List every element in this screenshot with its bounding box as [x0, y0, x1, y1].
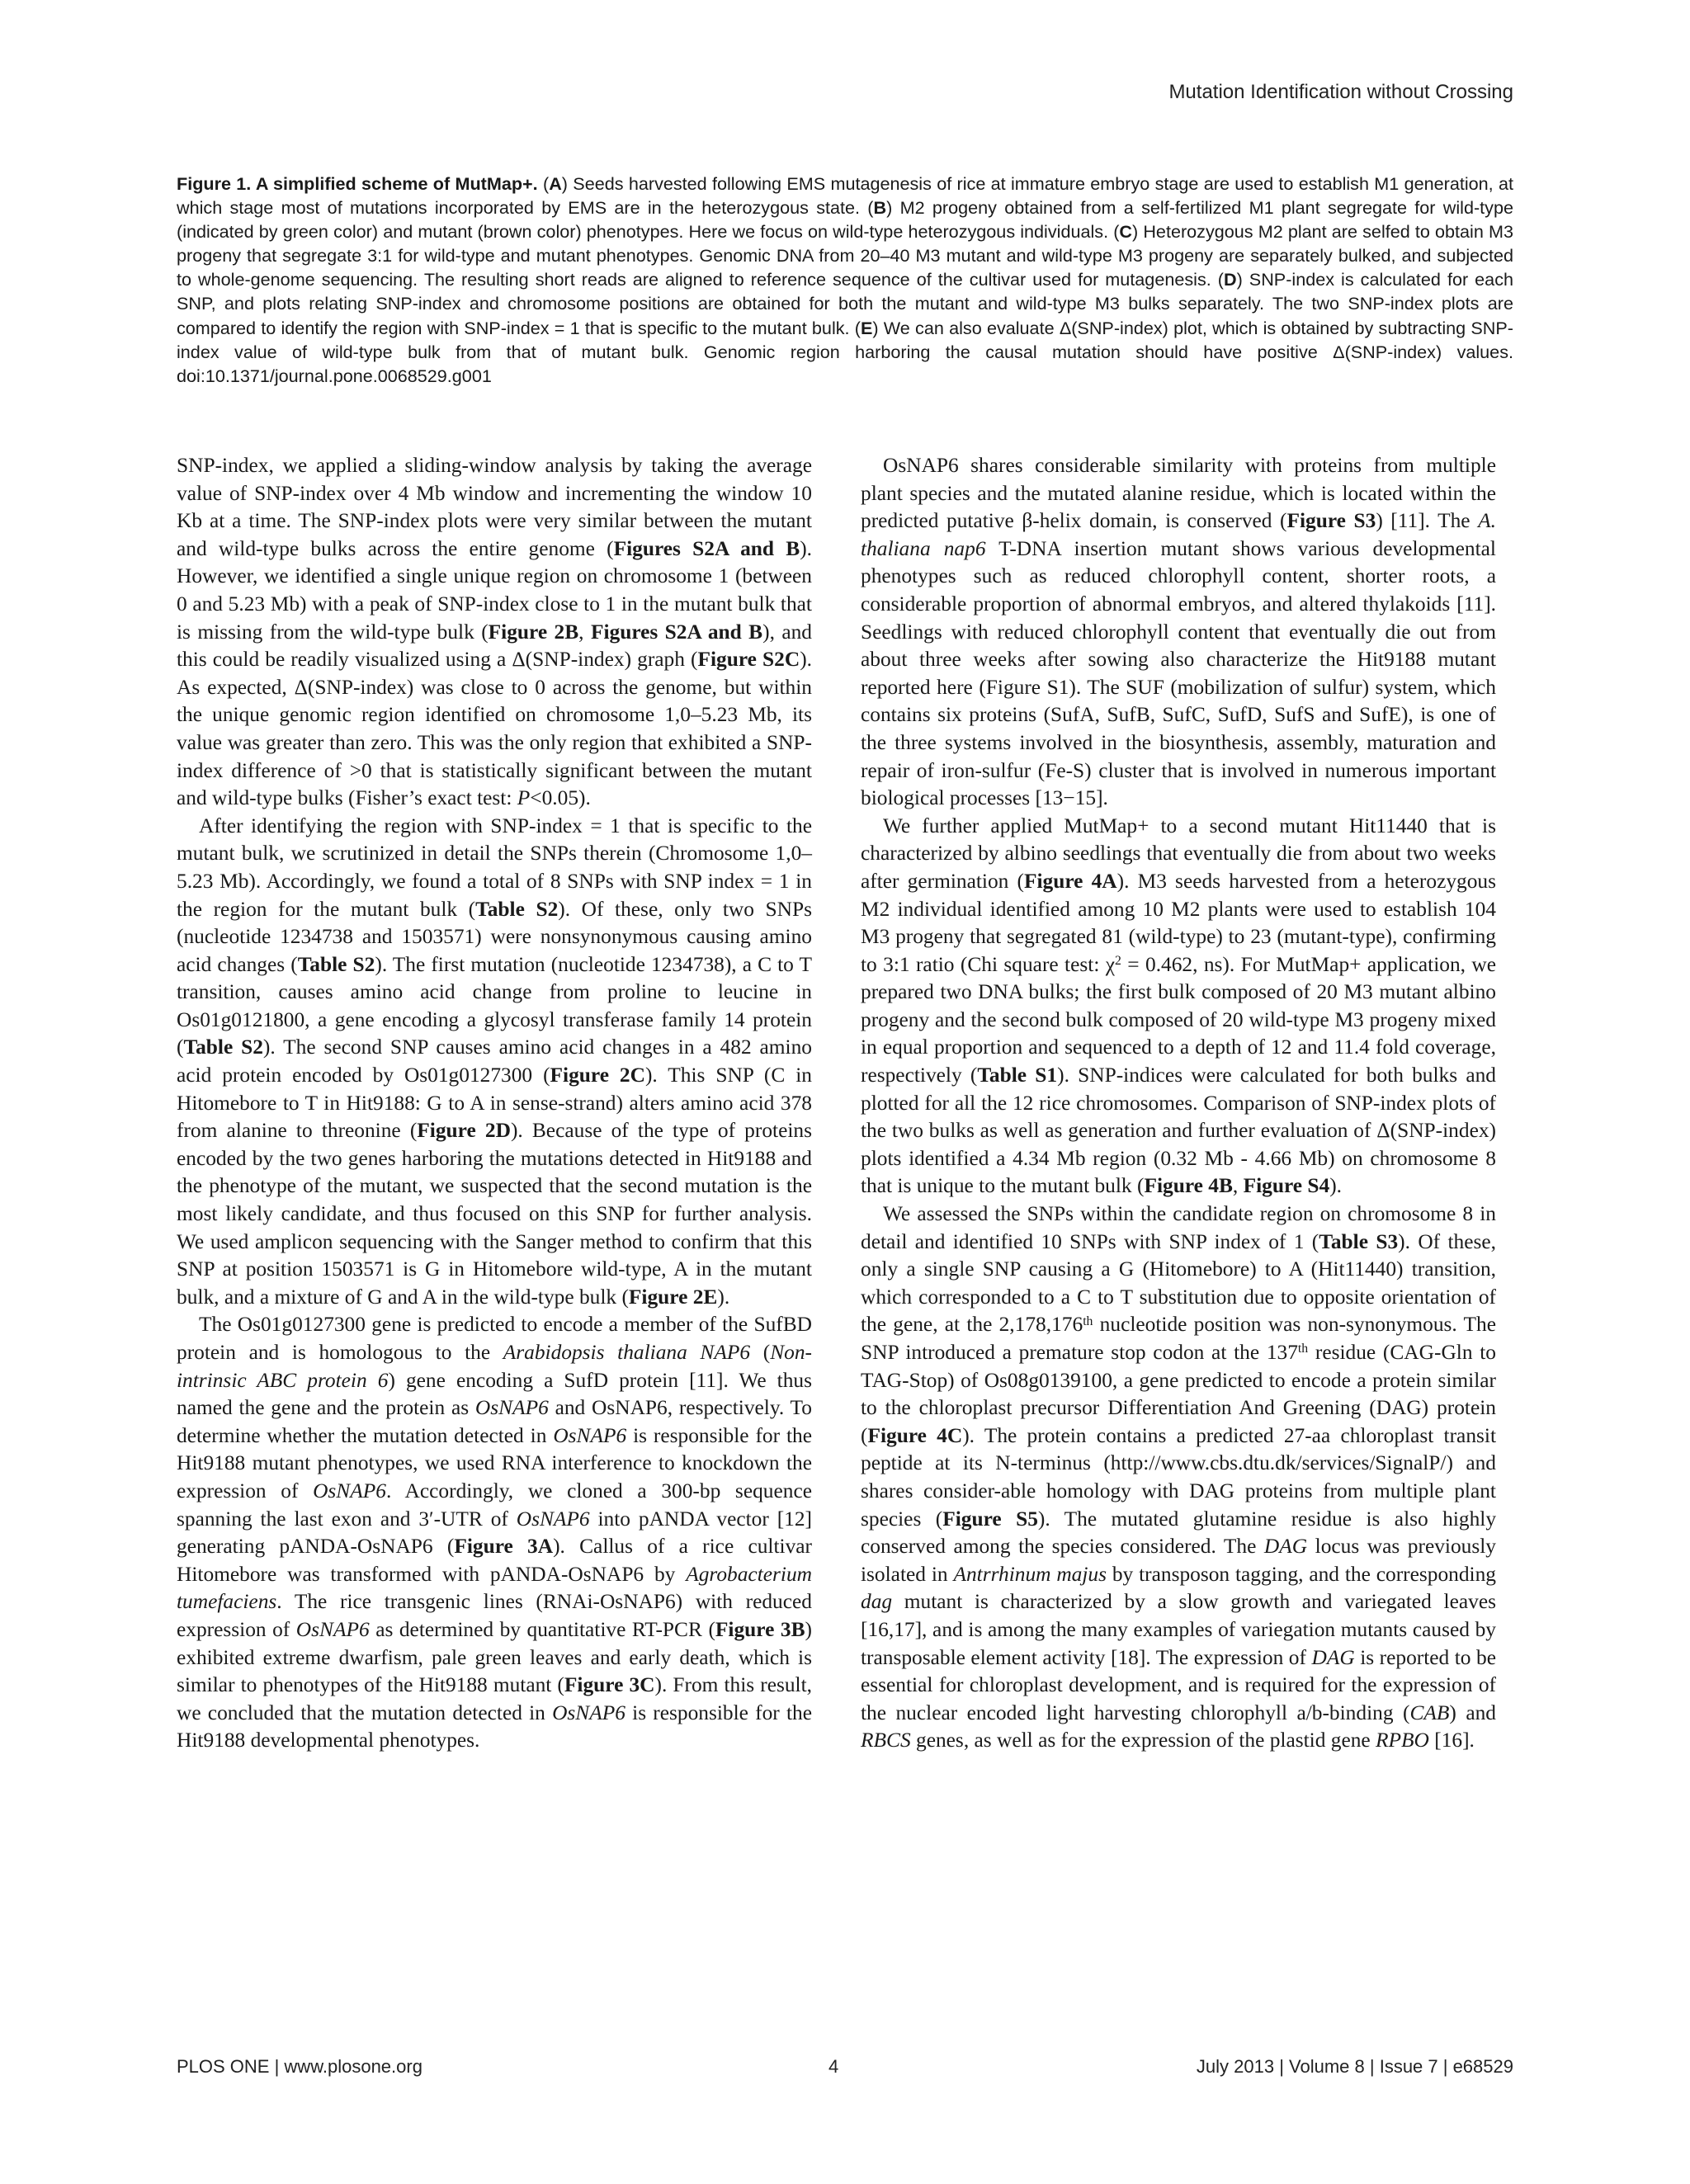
caption-text: ) We can also evaluate Δ(SNP-index) plot, which is obtained by subtracting SNP-index value of wild-type bulk from that of mutant bulk. Genomic region harboring the causal mutation should have positive Δ(SNP-index) values.	[177, 317, 1513, 362]
paragraph	[861, 452, 1496, 813]
paragraph	[861, 813, 1496, 1200]
text-run: OsNAP6 shares considerable similarity with proteins from multiple plant species and the mutated alanine residue, which is located within the predicted putative β-helix domain, is conserved (	[861, 454, 1496, 533]
paragraph	[177, 452, 812, 813]
italic-term: OsNAP6	[474, 1396, 549, 1420]
figure-reference: Table S2	[475, 897, 559, 921]
figure-label: Figure 1. A simplified scheme of MutMap+.	[177, 173, 538, 194]
figure-reference: Figure 2B	[488, 620, 579, 644]
figure-reference: Figure 3C	[564, 1673, 655, 1697]
text-run: ). The second SNP causes amino acid changes in a 482 amino acid protein encoded by Os01g0127300 (	[177, 1035, 812, 1087]
text-run: is responsible for the Hit9188 developmental phenotypes.	[177, 1701, 812, 1752]
footer-issue: July 2013 | Volume 8 | Issue 7 | e68529	[1196, 2056, 1513, 2077]
text-run: by transposon tagging, and the corresponding	[1107, 1562, 1496, 1586]
text-run: After identifying the region with SNP-index = 1 that is specific to the mutant bulk, we scrutinized in detail the SNPs therein (Chromosome 1,0–5.23 Mb). Accordingly, we found a total of 8 SNPs with SNP index = 1 in the region for the mutant bulk (	[177, 814, 812, 921]
text-run: ) gene encoding a SufD protein [11]. We thus named the gene and the protein as	[177, 1368, 812, 1420]
text-run: ). The mutated glutamine residue is also highly conserved among the species considered. The	[861, 1507, 1497, 1559]
italic-term: OsNAP6	[552, 1701, 625, 1724]
figure-reference: Figures S2A and B	[613, 536, 800, 560]
superscript: th	[1297, 1342, 1309, 1356]
text-run: [16].	[1428, 1729, 1475, 1752]
panel-letter: C	[1119, 221, 1133, 243]
text-run: The Os01g0127300 gene is predicted to encode a member of the SufBD protein and is homologous to the	[177, 1313, 812, 1364]
text-run: ).	[717, 1285, 730, 1309]
caption-body	[177, 173, 1513, 362]
figure-reference: Table S1	[977, 1064, 1058, 1087]
text-run: <0.05).	[530, 786, 591, 810]
italic-term: CAB	[1409, 1701, 1450, 1724]
text-run: We further applied MutMap+ to a second mutant Hit11440 that is characterized by albino seedlings that eventually die from about two weeks after germination (	[861, 814, 1496, 893]
panel-letter: E	[860, 317, 873, 338]
figure-caption	[177, 172, 1513, 388]
figure-reference: Figure S2C	[697, 648, 800, 672]
figure-reference: Figure 3A	[454, 1535, 554, 1559]
text-run: ) exhibited extreme dwarfism, pale green leaves and early death, which is similar to phenotypes of the Hit9188 mutant (	[177, 1617, 812, 1697]
text-run: ).	[1329, 1174, 1343, 1198]
text-run: SNP-index, we applied a sliding-window analysis by taking the average value of SNP-index over 4 Mb window and incrementing the window 10 Kb at a time. The SNP-index plots were very similar between the mutant and wild-type bulks across the entire genome (	[177, 454, 812, 560]
italic-term: RBCS	[861, 1729, 911, 1752]
text-run: locus was previously isolated in	[861, 1535, 1496, 1586]
text-run: . Accordingly, we cloned a 300-bp sequence spanning the last exon and 3′-UTR of	[177, 1479, 812, 1531]
italic-term: A. thaliana nap6	[861, 509, 1496, 560]
italic-term: RPBO	[1376, 1729, 1429, 1752]
caption-text: ) Seeds harvested following EMS mutagenesis of rice at immature embryo stage are used to establish M1 generation, at which stage most of mutations incorporated by EMS are in the heterozygous state. (	[177, 173, 1513, 219]
figure-reference: Figure 4A	[1023, 869, 1117, 893]
caption-text: (	[537, 173, 550, 194]
figure-reference: Figure S4	[1243, 1174, 1330, 1198]
text-run: We assessed the SNPs within the candidate region on chromosome 8 in detail and identified 10 SNPs with SNP index of 1 (	[861, 1202, 1496, 1253]
footer-journal: PLOS ONE | www.plosone.org	[177, 2056, 422, 2077]
italic-term: OsNAP6	[295, 1617, 370, 1641]
text-run: ,	[1232, 1174, 1244, 1198]
text-run: nucleotide position was non-synonymous. The SNP introduced a premature stop codon at the 137	[861, 1313, 1497, 1364]
text-run: ), and this could be readily visualized using a Δ(SNP-index) graph (	[177, 620, 812, 672]
figure-reference: Figures S2A and B	[590, 620, 763, 644]
text-run: ). M3 seeds harvested from a heterozygous M2 individual identified among 10 M2 plants were used to establish 104 M3 progeny that segregated 81 (wild-type) to 23 (mutant-type), confirming to 3:1 ratio (Chi square test: χ	[861, 869, 1497, 976]
text-run: ). As expected, Δ(SNP-index) was close to 0 across the genome, but within the unique genomic region identified on chromosome 1,0–5.23 Mb, its value was greater than zero. This was the only region that exhibited a SNP-index difference of >0 that is statistically significant between the mutant and wild-type bulks (Fisher’s exact test:	[177, 648, 812, 810]
body-column-right	[861, 452, 1496, 1755]
text-run: = 0.462, ns). For MutMap+ application, we prepared two DNA bulks; the first bulk composed of 20 M3 mutant albino progeny and the second bulk composed of 20 wild-type M3 progeny mixed in equal proportion and sequenced to a depth of 12 and 11.4 fold coverage, respectively (	[861, 952, 1496, 1087]
figure-reference: Table S2	[183, 1035, 263, 1059]
text-run: ). Callus of a rice cultivar Hitomebore was transformed with pANDA-OsNAP6 by	[177, 1535, 813, 1586]
text-run: and OsNAP6, respectively. To determine whether the mutation detected in	[177, 1396, 812, 1447]
text-run: ). From this result, we concluded that the mutation detected in	[177, 1673, 813, 1724]
italic-term: DAG	[1263, 1535, 1308, 1559]
caption-text: ) M2 progeny obtained from a self-fertilized M1 plant segregate for wild-type (indicated by green color) and mutant (brown color) phenotypes. Here we focus on wild-type heterozygous individuals. (	[177, 197, 1513, 243]
figure-reference: Figure 2D	[417, 1119, 511, 1143]
paragraph	[861, 1200, 1496, 1755]
superscript: 2	[1115, 953, 1121, 968]
panel-letter: B	[873, 197, 887, 219]
text-run: is responsible for the Hit9188 mutant phenotypes, we used RNA interference to knockdown the expression of	[177, 1423, 812, 1502]
text-run: ). Of these, only two SNPs (nucleotide 1234738 and 1503571) were nonsynonymous causing amino acid changes (	[177, 897, 812, 976]
figure-reference: Figure 4B	[1144, 1174, 1233, 1198]
text-run: ) [11]. The	[1376, 509, 1479, 533]
figure-reference: Figure S5	[942, 1507, 1038, 1531]
text-run: ) and	[1449, 1701, 1496, 1724]
text-run: ,	[578, 620, 591, 644]
italic-term: Antrrhinum majus	[953, 1562, 1107, 1586]
paragraph	[177, 813, 812, 1312]
footer-page-number: 4	[828, 2056, 839, 2077]
text-run: ). SNP-indices were calculated for both bulks and plotted for all the 12 rice chromosomes. Comparison of SNP-index plots of the two bulks as well as generation and further evaluation of Δ(SNP-index) plots identified a 4.34 Mb region (0.32 Mb - 4.66 Mb) on chromosome 8 that is unique to the mutant bulk (	[861, 1064, 1496, 1198]
text-run: is reported to be essential for chloroplast development, and is required for the expression of the nuclear encoded light harvesting chlorophyll a/b-binding (	[861, 1645, 1496, 1724]
running-title: Mutation Identification without Crossing	[1168, 81, 1513, 103]
figure-reference: Figure S3	[1286, 509, 1376, 533]
italic-term: OsNAP6	[516, 1507, 590, 1531]
text-run: as determined by quantitative RT-PCR (	[369, 1617, 715, 1641]
text-run: mutant is characterized by a slow growth and variegated leaves [16,17], and is among the many examples of variegation mutants caused by transposable element activity [18]. The expression of	[861, 1590, 1496, 1669]
italic-term: dag	[861, 1590, 893, 1614]
italic-term: OsNAP6	[553, 1423, 627, 1447]
body-column-left	[177, 452, 812, 1755]
text-run: ). However, we identified a single unique region on chromosome 1 (between 0 and 5.23 Mb) with a peak of SNP-index close to 1 in the mutant bulk that is missing from the wild-type bulk (	[177, 536, 812, 644]
figure-reference: Table S2	[297, 952, 375, 976]
text-run: ). The protein contains a predicted 27-aa chloroplast transit peptide at its N-terminus (http://www.cbs.dtu.dk/services/SignalP/) and shares consider-able homology with DAG proteins from multiple plant species (	[861, 1423, 1496, 1531]
caption-doi: doi:10.1371/journal.pone.0068529.g001	[177, 365, 492, 386]
text-run: T-DNA insertion mutant shows various developmental phenotypes such as reduced chlorophyll content, shorter roots, a considerable proportion of abnormal embryos, and altered thylakoids [11]. Seedlings with reduced chlorophyll content that eventually die out from about three weeks after sowing also characterize the Hit9188 mutant reported here (Figure S1). The SUF (mobilization of sulfur) system, which contains six proteins (SufA, SufB, SufC, SufD, SufS and SufE), is one of the three systems involved in the biosynthesis, assembly, maturation and repair of iron-sulfur (Fe-S) cluster that is involved in numerous important biological processes [13−15].	[861, 536, 1496, 810]
figure-reference: Figure 2E	[628, 1285, 718, 1309]
text-run: ). Because of the type of proteins encoded by the two genes harboring the mutations detected in Hit9188 and the phenotype of the mutant, we suspected that the second mutation is the most likely candidate, and thus focused on this SNP for further analysis. We used amplicon sequencing with the Sanger method to confirm that this SNP at position 1503571 is G in Hitomebore wild-type, A in the mutant bulk, and a mixture of G and A in the wild-type bulk (	[177, 1119, 812, 1309]
italic-term: OsNAP6	[313, 1479, 386, 1502]
text-run: into pANDA vector [12] generating pANDA-OsNAP6 (	[177, 1507, 813, 1559]
figure-reference: Figure 2C	[550, 1064, 645, 1087]
caption-text: ) SNP-index is calculated for each SNP, and plots relating SNP-index and chromosome positions are obtained for both the mutant and wild-type M3 bulks separately. The two SNP-index plots are compared to identify the region with SNP-index = 1 that is specific to the mutant bulk. (	[177, 269, 1513, 338]
text-run: . The rice transgenic lines (RNAi-OsNAP6) with reduced expression of	[177, 1590, 812, 1641]
figure-reference: Figure 3B	[715, 1617, 805, 1641]
text-run: residue (CAG-Gln to TAG-Stop) of Os08g0139100, a gene predicted to encode a protein similar to the chloroplast precursor Differentiation And Greening (DAG) protein (	[861, 1341, 1496, 1447]
figure-reference: Figure 4C	[867, 1423, 963, 1447]
caption-text: ) Heterozygous M2 plant are selfed to obtain M3 progeny that segregate 3:1 for wild-type and mutant phenotypes. Genomic DNA from 20–40 M3 mutant and wild-type M3 progeny are separately bulked, and subjected to whole-genome sequencing. The resulting short reads are aligned to reference sequence of the cultivar used for mutagenesis. (	[177, 221, 1513, 290]
italic-term: DAG	[1311, 1645, 1355, 1669]
text-run: genes, as well as for the expression of the plastid gene	[910, 1729, 1376, 1752]
figure-reference: Table S3	[1319, 1229, 1399, 1253]
text-run: ). Of these, only a single SNP causing a G (Hitomebore) to A (Hit11440) transition, which corresponded to a C to T substitution due to opposite orientation of the gene, at the 2,178,176	[861, 1229, 1496, 1337]
superscript: th	[1083, 1314, 1093, 1328]
italic-term: Non-intrinsic ABC protein 6	[177, 1341, 812, 1392]
italic-term: P	[517, 786, 531, 810]
paragraph	[177, 1311, 812, 1755]
panel-letter: D	[1223, 269, 1237, 290]
text-run: (	[750, 1341, 771, 1364]
text-run: ). The first mutation (nucleotide 1234738), a C to T transition, causes amino acid change from proline to leucine in Os01g0121800, a gene encoding a glycosyl transferase family 14 protein (	[177, 952, 813, 1059]
italic-term: Arabidopsis thaliana NAP6	[503, 1341, 751, 1364]
panel-letter: A	[549, 173, 562, 194]
text-run: ). This SNP (C in Hitomebore to T in Hit9188: G to A in sense-strand) alters amino acid 378 from alanine to threonine (	[177, 1064, 812, 1143]
italic-term: Agrobacterium tumefaciens	[177, 1562, 812, 1614]
